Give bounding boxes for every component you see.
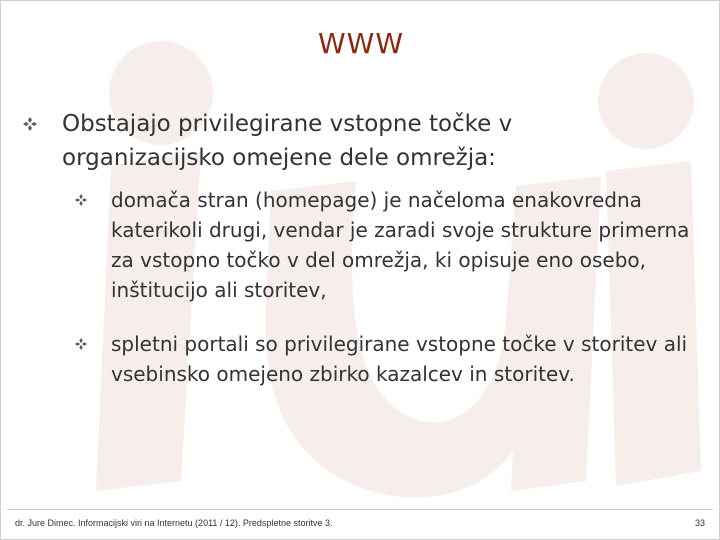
footer-citation: dr. Jure Dimec. Informacijski viri na Internetu (2011 / 12). Predspletne storitve 3.: [15, 518, 333, 528]
bullet-text: domača stran (homepage) je načeloma enakovredna katerikoli drugi, vendar je zaradi svoje strukture primerna za vstopno točko v del omrežja, ki opisuje eno osebo, inštitucijo ali storitev,: [111, 188, 690, 302]
slide-footer: [7, 509, 713, 536]
bullet-text: Obstajajo privilegirane vstopne točke v organizacijsko omejene dele omrežja:: [62, 111, 513, 171]
diamond-bullet-icon: [75, 338, 87, 350]
bullet-text: spletni portali so privilegirane vstopne točke v storitev ali vsebinsko omejeno zbirko kazalcev in storitev.: [111, 332, 688, 386]
page-number: 33: [694, 518, 705, 528]
diamond-bullet-icon: [23, 117, 37, 131]
diamond-bullet-icon: [75, 194, 87, 206]
slide-title: WWW: [317, 27, 405, 60]
